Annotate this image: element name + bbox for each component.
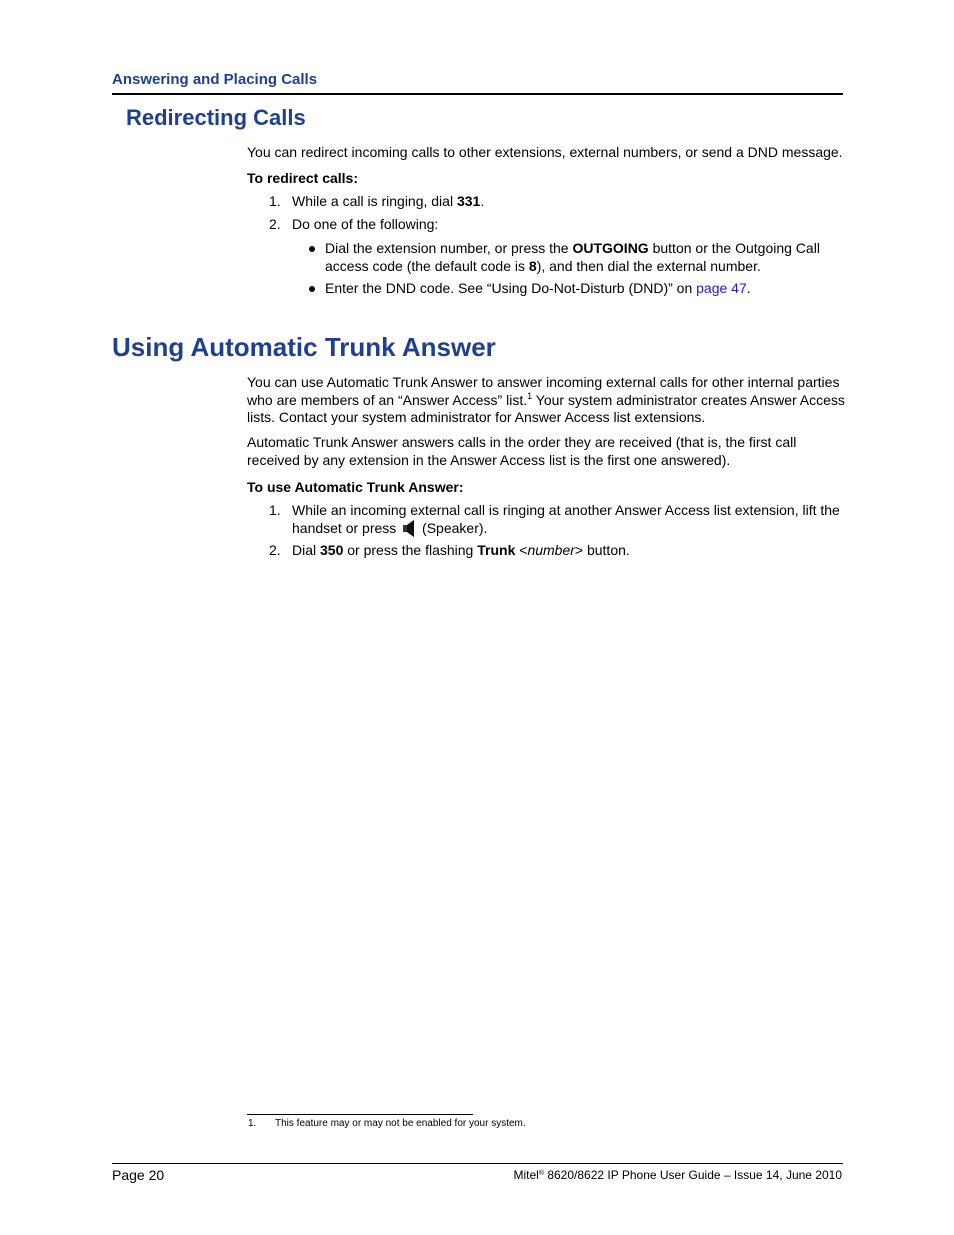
redirect-option-dnd: Enter the DND code. See “Using Do-Not-Disturb (DND)” on page 47. <box>325 280 751 296</box>
header-rule <box>112 93 843 95</box>
redirect-step1-number: 1. <box>269 193 281 209</box>
footnote-ref[interactable]: 1 <box>527 390 533 401</box>
trunk-step1: While an incoming external call is ringing at another Answer Access list extension, lift the handset or press (Speaker). <box>292 502 840 536</box>
trunk-order-paragraph: Automatic Trunk Answer answers calls in the order they are received (that is, the first call received by any extension in the Answer Access list is the first one answered). <box>247 434 797 468</box>
trunk-intro: You can use Automatic Trunk Answer to answer incoming external calls for other internal parties who are members of an “Answer Access” list.$^1$ Your system administrator creates Answer Access lists. Contact your system administrator for Answer Access list extensions. <box>247 374 845 425</box>
footer-rule <box>112 1163 843 1164</box>
section-heading-trunk-answer: Using Automatic Trunk Answer <box>112 332 496 362</box>
trunk-procedure-title: To use Automatic Trunk Answer: <box>247 479 464 495</box>
footnote-text: This feature may or may not be enabled for your system. <box>275 1118 526 1129</box>
redirect-step2-number: 2. <box>269 216 281 232</box>
trunk-step1-number: 1. <box>269 502 281 518</box>
redirecting-intro: You can redirect incoming calls to other extensions, external numbers, or send a DND message. <box>247 144 843 160</box>
bullet-icon <box>309 286 315 292</box>
bullet-icon <box>309 246 315 252</box>
footnote-number: 1. <box>248 1118 257 1129</box>
trunk-step2-number: 2. <box>269 542 281 558</box>
running-header: Answering and Placing Calls <box>112 71 318 88</box>
redirect-step2: Do one of the following: <box>292 216 439 232</box>
redirect-option-outgoing: Dial the extension number, or press the OUTGOING button or the Outgoing Call access code (the default code is 8), and then dial the external number. <box>325 240 820 274</box>
page-number: Page 20 <box>112 1167 165 1183</box>
redirect-step1: While a call is ringing, dial 331. <box>292 193 485 209</box>
redirect-procedure-title: To redirect calls: <box>247 170 359 186</box>
speaker-icon <box>402 520 416 537</box>
footnote-rule <box>247 1114 473 1115</box>
page-47-link[interactable]: page 47 <box>696 280 747 296</box>
section-heading-redirecting: Redirecting Calls <box>126 105 306 130</box>
footer-doc-title: Mitel® 8620/8622 IP Phone User Guide – Issue 14, June 2010 <box>513 1168 842 1182</box>
trunk-step2: Dial 350 or press the flashing Trunk <number> button. <box>292 542 630 558</box>
